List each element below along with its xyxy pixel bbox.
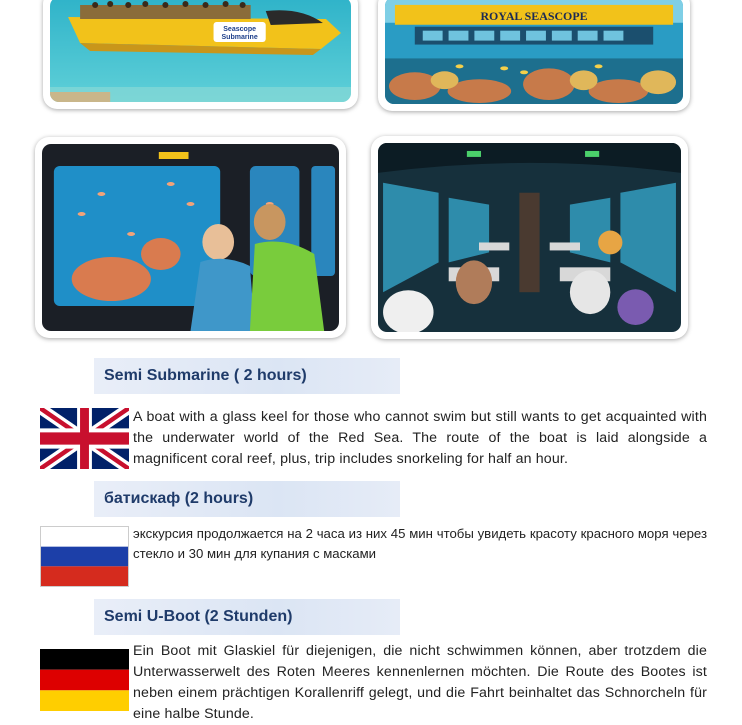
germany-flag-icon — [40, 649, 129, 711]
heading-text: батискаф (2 hours) — [104, 490, 254, 507]
photo-seascope-submarine — [43, 0, 358, 109]
russia-flag-icon — [40, 526, 129, 587]
hull-text-submarine: Submarine — [221, 34, 258, 41]
hull-text-seascope: Seascope — [223, 26, 257, 33]
heading-text: Semi Submarine ( 2 hours) — [104, 367, 307, 384]
section-heading-russian — [94, 481, 400, 517]
section-heading-german — [94, 599, 400, 635]
section-heading-english — [94, 358, 400, 394]
photo-royal-seascope — [378, 0, 690, 111]
section-text-german: Ein Boot mit Glaskiel für diejenigen, die nicht schwimmen können, aber trotzdem die Unterwasserwelt des Roten Meeres kennenlernen möchten. Die Route des Bootes ist neben einem prächtigen Korallenriff gelegt, und die Fahrt beinhaltet das Schnorcheln für eine halbe Stunde. — [133, 643, 707, 722]
section-text-russian: экскурсия продолжается на 2 часа из них 45 мин чтобы увидеть красоту красного моря через стекло и 30 мин для купания с масками — [133, 526, 707, 561]
photo-kids-underwater-window — [35, 137, 346, 338]
photo-submarine-cabin — [371, 136, 688, 339]
heading-text: Semi U-Boot (2 Stunden) — [104, 608, 293, 625]
section-text-english: A boat with a glass keel for those who cannot swim but still wants to get acquainted with the underwater world of the Red Sea. The route of the boat is laid alongside a magnificent coral reef, plus, trip includes snorkeling for half an hour. — [133, 409, 707, 467]
hull-text-royal-seascope: ROYAL SEASCOPE — [480, 8, 588, 23]
uk-flag-icon — [40, 408, 129, 469]
